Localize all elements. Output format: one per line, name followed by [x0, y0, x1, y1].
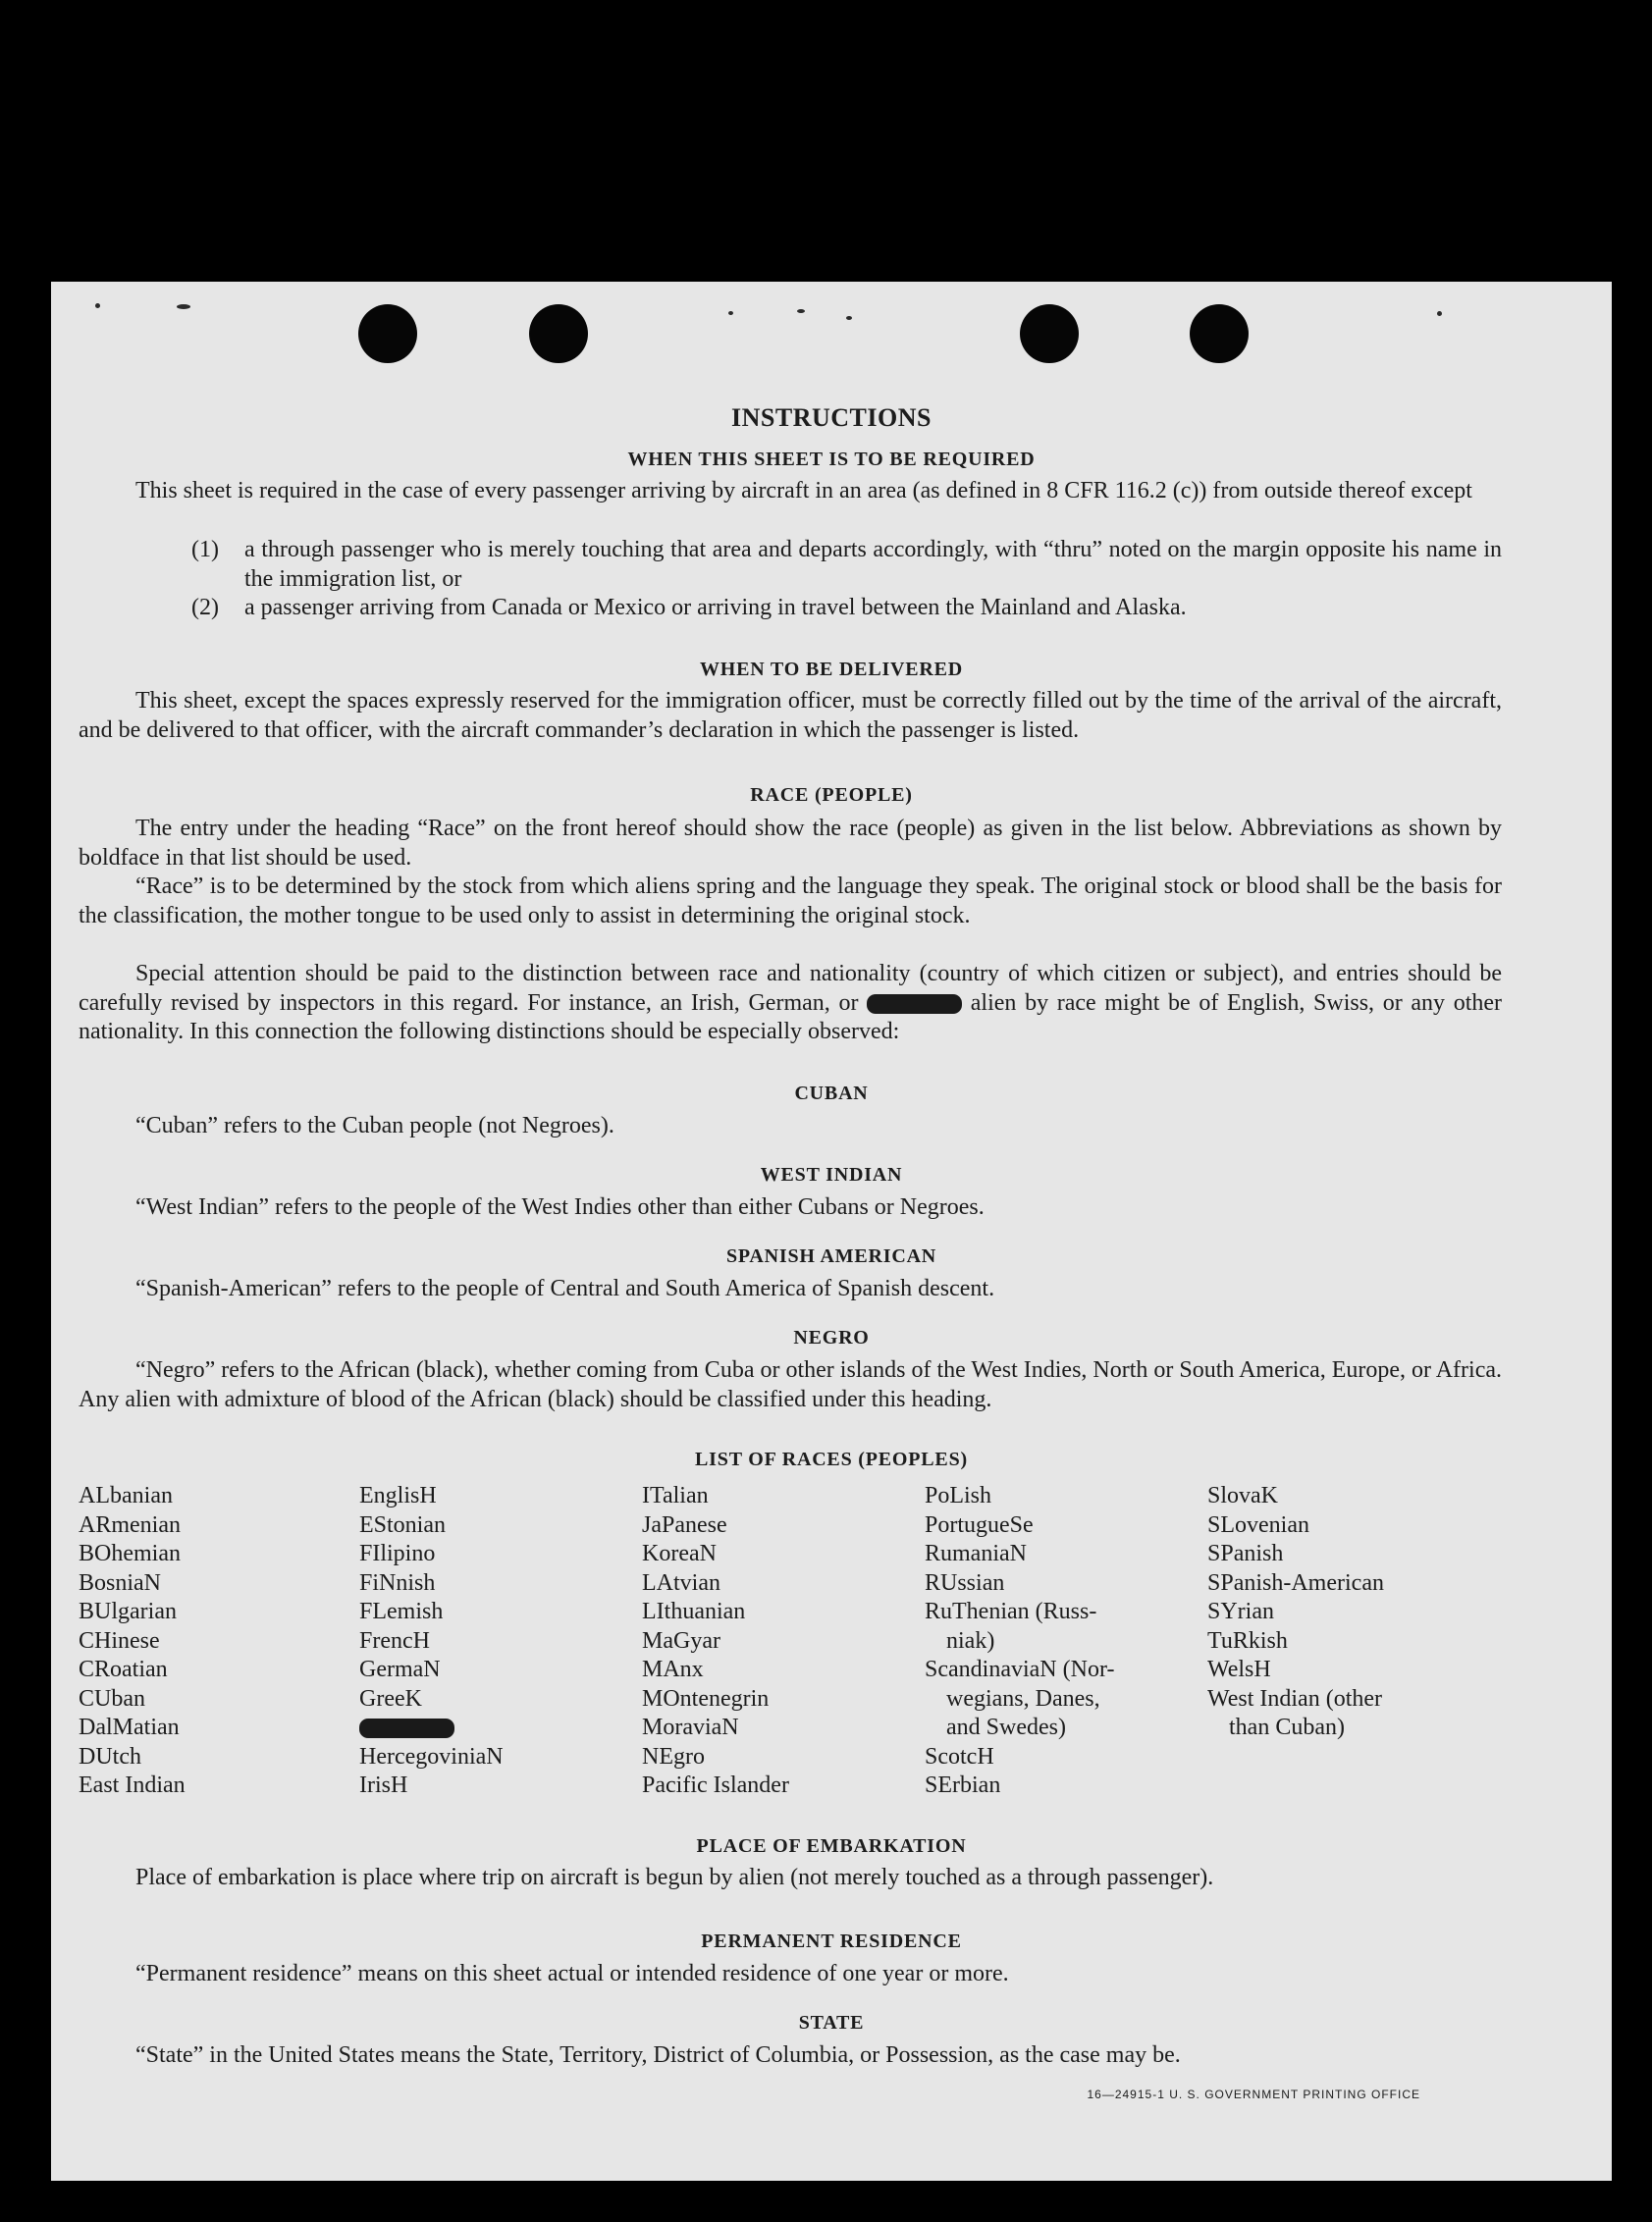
heading-embarkation: PLACE OF EMBARKATION	[696, 1835, 967, 1857]
race-entry: KoreaN	[642, 1541, 717, 1566]
race-entry: ARmenian	[79, 1511, 181, 1538]
race-entry: PoLish	[925, 1483, 992, 1508]
heading-permanent-residence: PERMANENT RESIDENCE	[701, 1931, 962, 1952]
redaction-mark	[359, 1719, 454, 1738]
race-entry: Pacific Islander	[642, 1772, 789, 1798]
when-delivered-text: This sheet, except the spaces expressly reserved for the immigration officer, must be correctly filled out by the time of the arrival of the aircraft, and be delivered to that officer, with the aircraft commander’s declaration in which the passenger is listed.	[79, 688, 1502, 743]
races-column-2	[359, 1482, 504, 1801]
race-paragraph-1: The entry under the heading “Race” on the front hereof should show the race (people) as given in the list below. Abbreviations as shown by boldface in that list should be used.	[79, 816, 1502, 871]
race-entry-redacted	[359, 1714, 504, 1743]
race-entry: than Cuban)	[1229, 1715, 1345, 1740]
race-entry: ScotcH	[925, 1743, 994, 1770]
race-entry: SlovaK	[1207, 1483, 1278, 1508]
punch-hole	[358, 304, 417, 363]
race-entry: LIthuanian	[642, 1599, 746, 1624]
heading-state: STATE	[798, 2012, 865, 2034]
exception-item-1	[191, 536, 1502, 594]
punch-hole	[529, 304, 588, 363]
race-entry: BUlgarian	[79, 1599, 177, 1624]
race-entry: FrencH	[359, 1627, 430, 1654]
race-entry: RUssian	[925, 1569, 1005, 1596]
race-entry: RuThenian (Russ-	[925, 1599, 1097, 1624]
race-entry: FIlipino	[359, 1541, 436, 1566]
race-entry: TuRkish	[1207, 1627, 1288, 1654]
heading-west-indian: WEST INDIAN	[760, 1164, 903, 1186]
races-column-3	[642, 1482, 789, 1801]
heading-cuban: CUBAN	[794, 1083, 869, 1104]
race-entry: EStonian	[359, 1511, 446, 1538]
state-text: “State” in the United States means the State, Territory, District of Columbia, or Possession, as the case may be.	[135, 2042, 1181, 2068]
race-entry: SLovenian	[1207, 1511, 1309, 1538]
race-entry: LAtvian	[642, 1569, 720, 1596]
race-entry: ITalian	[642, 1483, 709, 1508]
redaction-mark	[867, 994, 962, 1014]
race-paragraph-3: Special attention should be paid to the distinction between race and nationality (country of which citizen or subject), and entries should be carefully revised by inspectors in this regard. For instance, an Irish, German, or alien by race might be of English, Swiss, or any other nationality. In this connection the following distinctions should be especially observed:	[79, 961, 1503, 1044]
negro-text: “Negro” refers to the African (black), whether coming from Cuba or other islands of the West Indies, North or South America, Europe, or Africa. Any alien with admixture of blood of the African (black) should be classified under this heading.	[79, 1357, 1502, 1412]
race-entry: ALbanian	[79, 1483, 173, 1508]
race-entry: DalMatian	[79, 1715, 180, 1740]
heading-negro: NEGRO	[793, 1327, 870, 1349]
when-required-intro: This sheet is required in the case of every passenger arriving by aircraft in an area (as defined in 8 CFR 116.2 (c)) from outside thereof except	[135, 478, 1472, 503]
race-entry: niak)	[946, 1627, 995, 1654]
race-entry: East Indian	[79, 1772, 186, 1798]
race-entry: GreeK	[359, 1685, 422, 1712]
race-entry: RumaniaN	[925, 1541, 1027, 1566]
speck	[95, 303, 100, 308]
printer-footer: 16—24915-1 U. S. GOVERNMENT PRINTING OFFICE	[1087, 2088, 1420, 2101]
exception-item-2	[191, 594, 1502, 623]
punch-hole	[1190, 304, 1249, 363]
item-number: (2)	[191, 595, 219, 620]
race-entry: SPanish-American	[1207, 1569, 1384, 1596]
races-column-4	[925, 1482, 1114, 1801]
race-entry: MoraviaN	[642, 1715, 739, 1740]
race-entry: EnglisH	[359, 1483, 437, 1508]
race-entry: MOntenegrin	[642, 1685, 770, 1712]
race-entry: DUtch	[79, 1743, 141, 1770]
item-number: (1)	[191, 537, 219, 562]
race-entry: CUban	[79, 1685, 145, 1712]
heading-when-delivered: WHEN TO BE DELIVERED	[699, 659, 964, 680]
race-entry: JaPanese	[642, 1511, 727, 1538]
heading-spanish-american: SPANISH AMERICAN	[725, 1245, 937, 1267]
race-entry: HercegoviniaN	[359, 1743, 504, 1770]
race-entry: wegians, Danes,	[946, 1685, 1100, 1712]
race-entry: SYrian	[1207, 1599, 1274, 1624]
race-entry: FiNnish	[359, 1569, 436, 1596]
races-column-1	[79, 1482, 186, 1801]
residence-text: “Permanent residence” means on this sheet actual or intended residence of one year or more.	[135, 1961, 1009, 1986]
race-entry: SErbian	[925, 1772, 1001, 1798]
speck	[797, 309, 805, 313]
cuban-text: “Cuban” refers to the Cuban people (not Negroes).	[135, 1113, 614, 1138]
race-entry: and Swedes)	[946, 1715, 1066, 1740]
races-column-5	[1207, 1482, 1384, 1743]
heading-when-required: WHEN THIS SHEET IS TO BE REQUIRED	[627, 449, 1036, 470]
race-entry: West Indian (other	[1207, 1685, 1383, 1712]
race-entry: MaGyar	[642, 1627, 720, 1654]
document-sheet	[51, 282, 1612, 2181]
heading-list-of-races: LIST OF RACES (PEOPLES)	[695, 1449, 968, 1470]
speck	[1437, 311, 1442, 316]
race-paragraph-2: “Race” is to be determined by the stock from which aliens spring and the language they speak. The original stock or blood shall be the basis for the classification, the mother tongue to be used only to assist in determining the original stock.	[79, 873, 1502, 928]
spanish-american-text: “Spanish-American” refers to the people of Central and South America of Spanish descent.	[135, 1276, 995, 1301]
speck	[846, 316, 852, 320]
race-entry: ScandinaviaN (Nor-	[925, 1657, 1115, 1682]
race-entry: MAnx	[642, 1657, 704, 1682]
race-entry: FLemish	[359, 1599, 444, 1624]
race-entry: BOhemian	[79, 1541, 181, 1566]
speck	[177, 304, 190, 309]
item-text: a through passenger who is merely touching that area and departs accordingly, with “thru” noted on the margin opposite his name in the immigration list, or	[244, 537, 1502, 592]
race-entry: BosniaN	[79, 1569, 161, 1596]
embarkation-text: Place of embarkation is place where trip on aircraft is begun by alien (not merely touched as a through passenger).	[135, 1865, 1214, 1890]
race-entry: PortugueSe	[925, 1511, 1034, 1538]
heading-race: RACE (PEOPLE)	[750, 784, 913, 806]
race-entry: WelsH	[1207, 1657, 1271, 1682]
punch-hole	[1020, 304, 1079, 363]
race-entry: NEgro	[642, 1743, 705, 1770]
race-entry: IrisH	[359, 1772, 408, 1798]
race-entry: CHinese	[79, 1627, 160, 1654]
page-title: INSTRUCTIONS	[731, 403, 932, 432]
race-entry: SPanish	[1207, 1541, 1284, 1566]
race-entry: CRoatian	[79, 1657, 168, 1682]
west-indian-text: “West Indian” refers to the people of the West Indies other than either Cubans or Negroes.	[135, 1194, 985, 1220]
speck	[728, 311, 733, 315]
item-text: a passenger arriving from Canada or Mexico or arriving in travel between the Mainland and Alaska.	[244, 595, 1187, 620]
race-entry: GermaN	[359, 1657, 441, 1682]
